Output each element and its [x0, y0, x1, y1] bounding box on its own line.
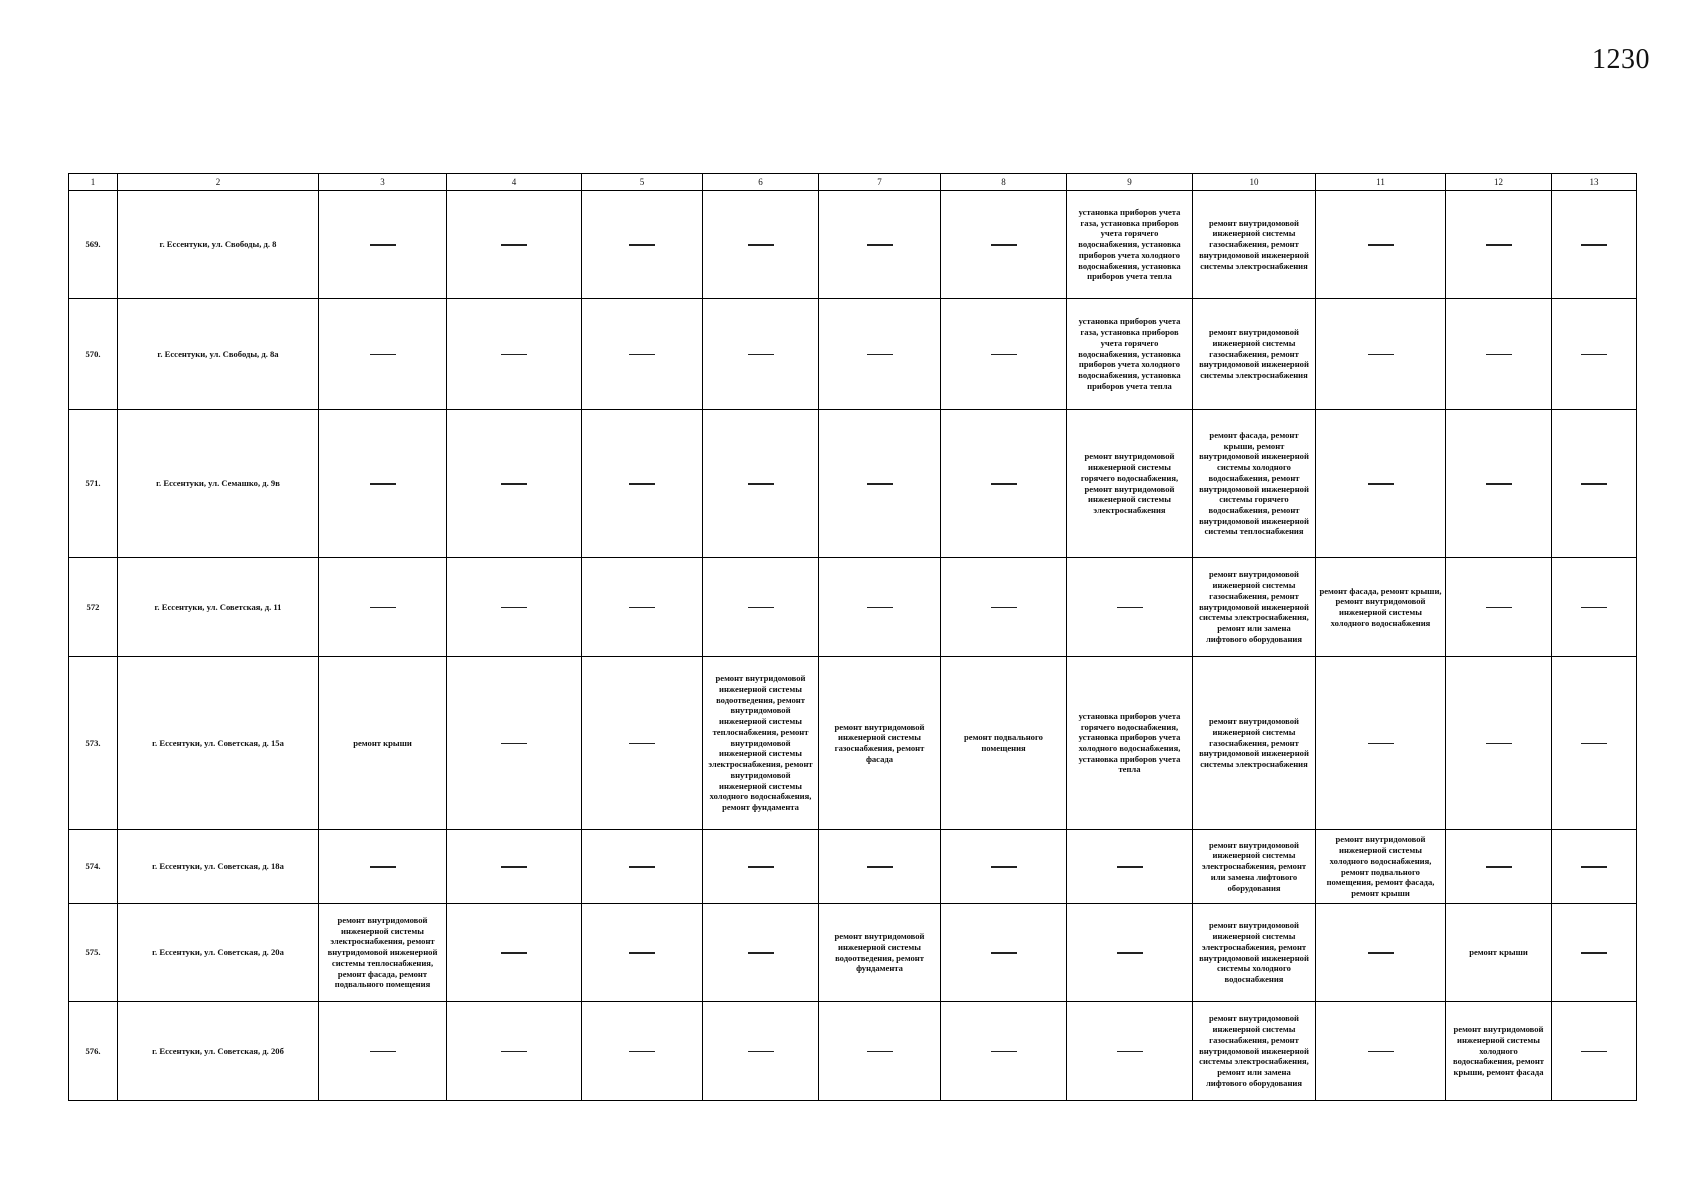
empty-cell-col-5: [582, 410, 703, 558]
work-description-col-8: ремонт подвального помещения: [941, 657, 1067, 830]
dash-mark: [1117, 952, 1143, 953]
dash-mark: [1581, 866, 1607, 867]
empty-cell-col-11: [1316, 904, 1446, 1002]
dash-mark: [1581, 607, 1607, 608]
dash-mark: [991, 1051, 1017, 1052]
dash-mark: [501, 1051, 527, 1052]
empty-cell-col-13: [1552, 299, 1637, 410]
table-row: [69, 299, 1637, 410]
address-cell: г. Ессентуки, ул. Советская, д. 20а: [118, 904, 319, 1002]
work-description-col-10: ремонт внутридомовой инженерной системы газоснабжения, ремонт внутридомовой инженерной системы электроснабжения: [1193, 299, 1316, 410]
row-number: 574.: [69, 830, 118, 904]
address-cell: г. Ессентуки, ул. Свободы, д. 8: [118, 191, 319, 299]
empty-cell-col-6: [703, 904, 819, 1002]
empty-cell-col-8: [941, 558, 1067, 657]
empty-cell-col-8: [941, 191, 1067, 299]
dash-mark: [629, 743, 655, 744]
empty-cell-col-7: [819, 558, 941, 657]
dash-mark: [501, 244, 527, 245]
dash-mark: [748, 607, 774, 608]
column-number-7: 7: [819, 174, 941, 191]
dash-mark: [748, 952, 774, 953]
empty-cell-col-8: [941, 1002, 1067, 1101]
empty-cell-col-8: [941, 904, 1067, 1002]
column-number-8: 8: [941, 174, 1067, 191]
dash-mark: [1368, 952, 1394, 953]
column-number-9: 9: [1067, 174, 1193, 191]
empty-cell-col-5: [582, 558, 703, 657]
dash-mark: [1368, 743, 1394, 744]
work-description-col-9: установка приборов учета газа, установка приборов учета горячего водоснабжения, установка приборов учета холодного водоснабжения, установка приборов учета тепла: [1067, 299, 1193, 410]
empty-cell-col-7: [819, 410, 941, 558]
empty-cell-col-4: [447, 904, 582, 1002]
work-description-col-10: ремонт внутридомовой инженерной системы газоснабжения, ремонт внутридомовой инженерной системы электроснабжения, ремонт или замена лифтового оборудования: [1193, 558, 1316, 657]
empty-cell-col-3: [319, 558, 447, 657]
work-description-col-6: ремонт внутридомовой инженерной системы водоотведения, ремонт внутридомовой инженерной системы теплоснабжения, ремонт внутридомовой инженерной системы электроснабжения, ремонт внутридомовой инженерной системы холодного водоснабжения, ремонт фундамента: [703, 657, 819, 830]
dash-mark: [1368, 244, 1394, 245]
empty-cell-col-6: [703, 299, 819, 410]
empty-cell-col-8: [941, 830, 1067, 904]
work-description-col-7: ремонт внутридомовой инженерной системы водоотведения, ремонт фундамента: [819, 904, 941, 1002]
empty-cell-col-9: [1067, 558, 1193, 657]
empty-cell-col-4: [447, 299, 582, 410]
table-row: [69, 657, 1637, 830]
dash-mark: [629, 483, 655, 484]
work-description-col-3: ремонт крыши: [319, 657, 447, 830]
work-description-col-9: ремонт внутридомовой инженерной системы горячего водоснабжения, ремонт внутридомовой инженерной системы электроснабжения: [1067, 410, 1193, 558]
empty-cell-col-5: [582, 299, 703, 410]
empty-cell-col-8: [941, 410, 1067, 558]
column-number-3: 3: [319, 174, 447, 191]
repair-schedule-table: [68, 173, 1637, 1101]
dash-mark: [991, 483, 1017, 484]
work-description-col-11: ремонт фасада, ремонт крыши, ремонт внутридомовой инженерной системы холодного водоснабжения: [1316, 558, 1446, 657]
column-number-1: 1: [69, 174, 118, 191]
row-number: 573.: [69, 657, 118, 830]
empty-cell-col-3: [319, 191, 447, 299]
work-description-col-3: ремонт внутридомовой инженерной системы электроснабжения, ремонт внутридомовой инженерной системы теплоснабжения, ремонт фасада, ремонт подвального помещения: [319, 904, 447, 1002]
empty-cell-col-4: [447, 657, 582, 830]
work-description-col-11: ремонт внутридомовой инженерной системы холодного водоснабжения, ремонт подвального помещения, ремонт фасада, ремонт крыши: [1316, 830, 1446, 904]
empty-cell-col-12: [1446, 191, 1552, 299]
empty-cell-col-13: [1552, 410, 1637, 558]
empty-cell-col-12: [1446, 830, 1552, 904]
empty-cell-col-8: [941, 299, 1067, 410]
dash-mark: [370, 866, 396, 867]
column-number-11: 11: [1316, 174, 1446, 191]
dash-mark: [501, 743, 527, 744]
dash-mark: [867, 866, 893, 867]
work-description-col-12: ремонт внутридомовой инженерной системы холодного водоснабжения, ремонт крыши, ремонт фасада: [1446, 1002, 1552, 1101]
empty-cell-col-4: [447, 410, 582, 558]
address-cell: г. Ессентуки, ул. Семашко, д. 9в: [118, 410, 319, 558]
dash-mark: [748, 244, 774, 245]
empty-cell-col-7: [819, 830, 941, 904]
empty-cell-col-3: [319, 410, 447, 558]
column-number-12: 12: [1446, 174, 1552, 191]
dash-mark: [629, 244, 655, 245]
empty-cell-col-4: [447, 1002, 582, 1101]
dash-mark: [1581, 1051, 1607, 1052]
work-description-col-10: ремонт внутридомовой инженерной системы электроснабжения, ремонт или замена лифтового оборудования: [1193, 830, 1316, 904]
work-description-col-9: установка приборов учета горячего водоснабжения, установка приборов учета холодного водоснабжения, установка приборов учета тепла: [1067, 657, 1193, 830]
empty-cell-col-11: [1316, 657, 1446, 830]
column-number-4: 4: [447, 174, 582, 191]
dash-mark: [867, 1051, 893, 1052]
empty-cell-col-13: [1552, 558, 1637, 657]
work-description-col-9: установка приборов учета газа, установка приборов учета горячего водоснабжения, установка приборов учета холодного водоснабжения, установка приборов учета тепла: [1067, 191, 1193, 299]
dash-mark: [501, 483, 527, 484]
dash-mark: [629, 607, 655, 608]
empty-cell-col-13: [1552, 904, 1637, 1002]
work-description-col-10: ремонт внутридомовой инженерной системы газоснабжения, ремонт внутридомовой инженерной системы электроснабжения: [1193, 191, 1316, 299]
dash-mark: [370, 354, 396, 355]
dash-mark: [370, 244, 396, 245]
dash-mark: [1581, 244, 1607, 245]
dash-mark: [370, 607, 396, 608]
empty-cell-col-11: [1316, 410, 1446, 558]
dash-mark: [748, 866, 774, 867]
empty-cell-col-3: [319, 830, 447, 904]
empty-cell-col-4: [447, 191, 582, 299]
dash-mark: [991, 354, 1017, 355]
dash-mark: [629, 354, 655, 355]
dash-mark: [867, 244, 893, 245]
column-number-6: 6: [703, 174, 819, 191]
dash-mark: [1368, 483, 1394, 484]
table-row: [69, 558, 1637, 657]
empty-cell-col-5: [582, 1002, 703, 1101]
empty-cell-col-13: [1552, 191, 1637, 299]
dash-mark: [1581, 354, 1607, 355]
dash-mark: [991, 952, 1017, 953]
dash-mark: [1117, 1051, 1143, 1052]
dash-mark: [991, 866, 1017, 867]
dash-mark: [1581, 483, 1607, 484]
empty-cell-col-11: [1316, 191, 1446, 299]
dash-mark: [867, 607, 893, 608]
empty-cell-col-9: [1067, 830, 1193, 904]
dash-mark: [1117, 607, 1143, 608]
empty-cell-col-6: [703, 1002, 819, 1101]
dash-mark: [1581, 952, 1607, 953]
empty-cell-col-3: [319, 299, 447, 410]
dash-mark: [1117, 866, 1143, 867]
dash-mark: [748, 354, 774, 355]
column-number-13: 13: [1552, 174, 1637, 191]
empty-cell-col-6: [703, 830, 819, 904]
empty-cell-col-13: [1552, 1002, 1637, 1101]
address-cell: г. Ессентуки, ул. Свободы, д. 8а: [118, 299, 319, 410]
dash-mark: [501, 354, 527, 355]
dash-mark: [1368, 354, 1394, 355]
dash-mark: [748, 1051, 774, 1052]
dash-mark: [991, 607, 1017, 608]
dash-mark: [1368, 1051, 1394, 1052]
address-cell: г. Ессентуки, ул. Советская, д. 15а: [118, 657, 319, 830]
row-number: 569.: [69, 191, 118, 299]
table-row: [69, 830, 1637, 904]
dash-mark: [501, 952, 527, 953]
dash-mark: [370, 1051, 396, 1052]
table-row: [69, 191, 1637, 299]
table-row: [69, 410, 1637, 558]
empty-cell-col-7: [819, 1002, 941, 1101]
page-number: 1230: [1592, 44, 1650, 75]
empty-cell-col-3: [319, 1002, 447, 1101]
address-cell: г. Ессентуки, ул. Советская, д. 18а: [118, 830, 319, 904]
dash-mark: [629, 952, 655, 953]
empty-cell-col-6: [703, 558, 819, 657]
column-number-header-row: [69, 174, 1637, 191]
empty-cell-col-5: [582, 904, 703, 1002]
table-row: [69, 904, 1637, 1002]
empty-cell-col-11: [1316, 299, 1446, 410]
dash-mark: [1486, 354, 1512, 355]
work-description-col-10: ремонт внутридомовой инженерной системы газоснабжения, ремонт внутридомовой инженерной системы электроснабжения: [1193, 657, 1316, 830]
empty-cell-col-11: [1316, 1002, 1446, 1101]
empty-cell-col-5: [582, 830, 703, 904]
dash-mark: [1486, 866, 1512, 867]
empty-cell-col-9: [1067, 1002, 1193, 1101]
dash-mark: [1486, 607, 1512, 608]
empty-cell-col-12: [1446, 657, 1552, 830]
row-number: 576.: [69, 1002, 118, 1101]
empty-cell-col-12: [1446, 558, 1552, 657]
work-description-col-10: ремонт внутридомовой инженерной системы электроснабжения, ремонт внутридомовой инженерной системы холодного водоснабжения: [1193, 904, 1316, 1002]
work-description-col-7: ремонт внутридомовой инженерной системы газоснабжения, ремонт фасада: [819, 657, 941, 830]
empty-cell-col-4: [447, 558, 582, 657]
dash-mark: [1581, 743, 1607, 744]
empty-cell-col-5: [582, 191, 703, 299]
empty-cell-col-7: [819, 299, 941, 410]
empty-cell-col-5: [582, 657, 703, 830]
empty-cell-col-6: [703, 410, 819, 558]
empty-cell-col-4: [447, 830, 582, 904]
empty-cell-col-9: [1067, 904, 1193, 1002]
empty-cell-col-7: [819, 191, 941, 299]
empty-cell-col-13: [1552, 657, 1637, 830]
column-number-10: 10: [1193, 174, 1316, 191]
address-cell: г. Ессентуки, ул. Советская, д. 11: [118, 558, 319, 657]
dash-mark: [629, 1051, 655, 1052]
row-number: 571.: [69, 410, 118, 558]
empty-cell-col-6: [703, 191, 819, 299]
dash-mark: [867, 483, 893, 484]
dash-mark: [501, 866, 527, 867]
row-number: 570.: [69, 299, 118, 410]
work-description-col-10: ремонт фасада, ремонт крыши, ремонт внутридомовой инженерной системы холодного водоснабжения, ремонт внутридомовой инженерной системы горячего водоснабжения, ремонт внутридомовой инженерной системы теплоснабжения: [1193, 410, 1316, 558]
table-body: [69, 191, 1637, 1101]
dash-mark: [370, 483, 396, 484]
dash-mark: [1486, 483, 1512, 484]
row-number: 575.: [69, 904, 118, 1002]
column-number-2: 2: [118, 174, 319, 191]
dash-mark: [991, 244, 1017, 245]
empty-cell-col-12: [1446, 299, 1552, 410]
dash-mark: [501, 607, 527, 608]
work-description-col-10: ремонт внутридомовой инженерной системы газоснабжения, ремонт внутридомовой инженерной системы электроснабжения, ремонт или замена лифтового оборудования: [1193, 1002, 1316, 1101]
dash-mark: [629, 866, 655, 867]
table-row: [69, 1002, 1637, 1101]
dash-mark: [867, 354, 893, 355]
dash-mark: [1486, 244, 1512, 245]
empty-cell-col-12: [1446, 410, 1552, 558]
empty-cell-col-13: [1552, 830, 1637, 904]
work-description-col-12: ремонт крыши: [1446, 904, 1552, 1002]
column-number-5: 5: [582, 174, 703, 191]
address-cell: г. Ессентуки, ул. Советская, д. 20б: [118, 1002, 319, 1101]
row-number: 572: [69, 558, 118, 657]
dash-mark: [748, 483, 774, 484]
dash-mark: [1486, 743, 1512, 744]
